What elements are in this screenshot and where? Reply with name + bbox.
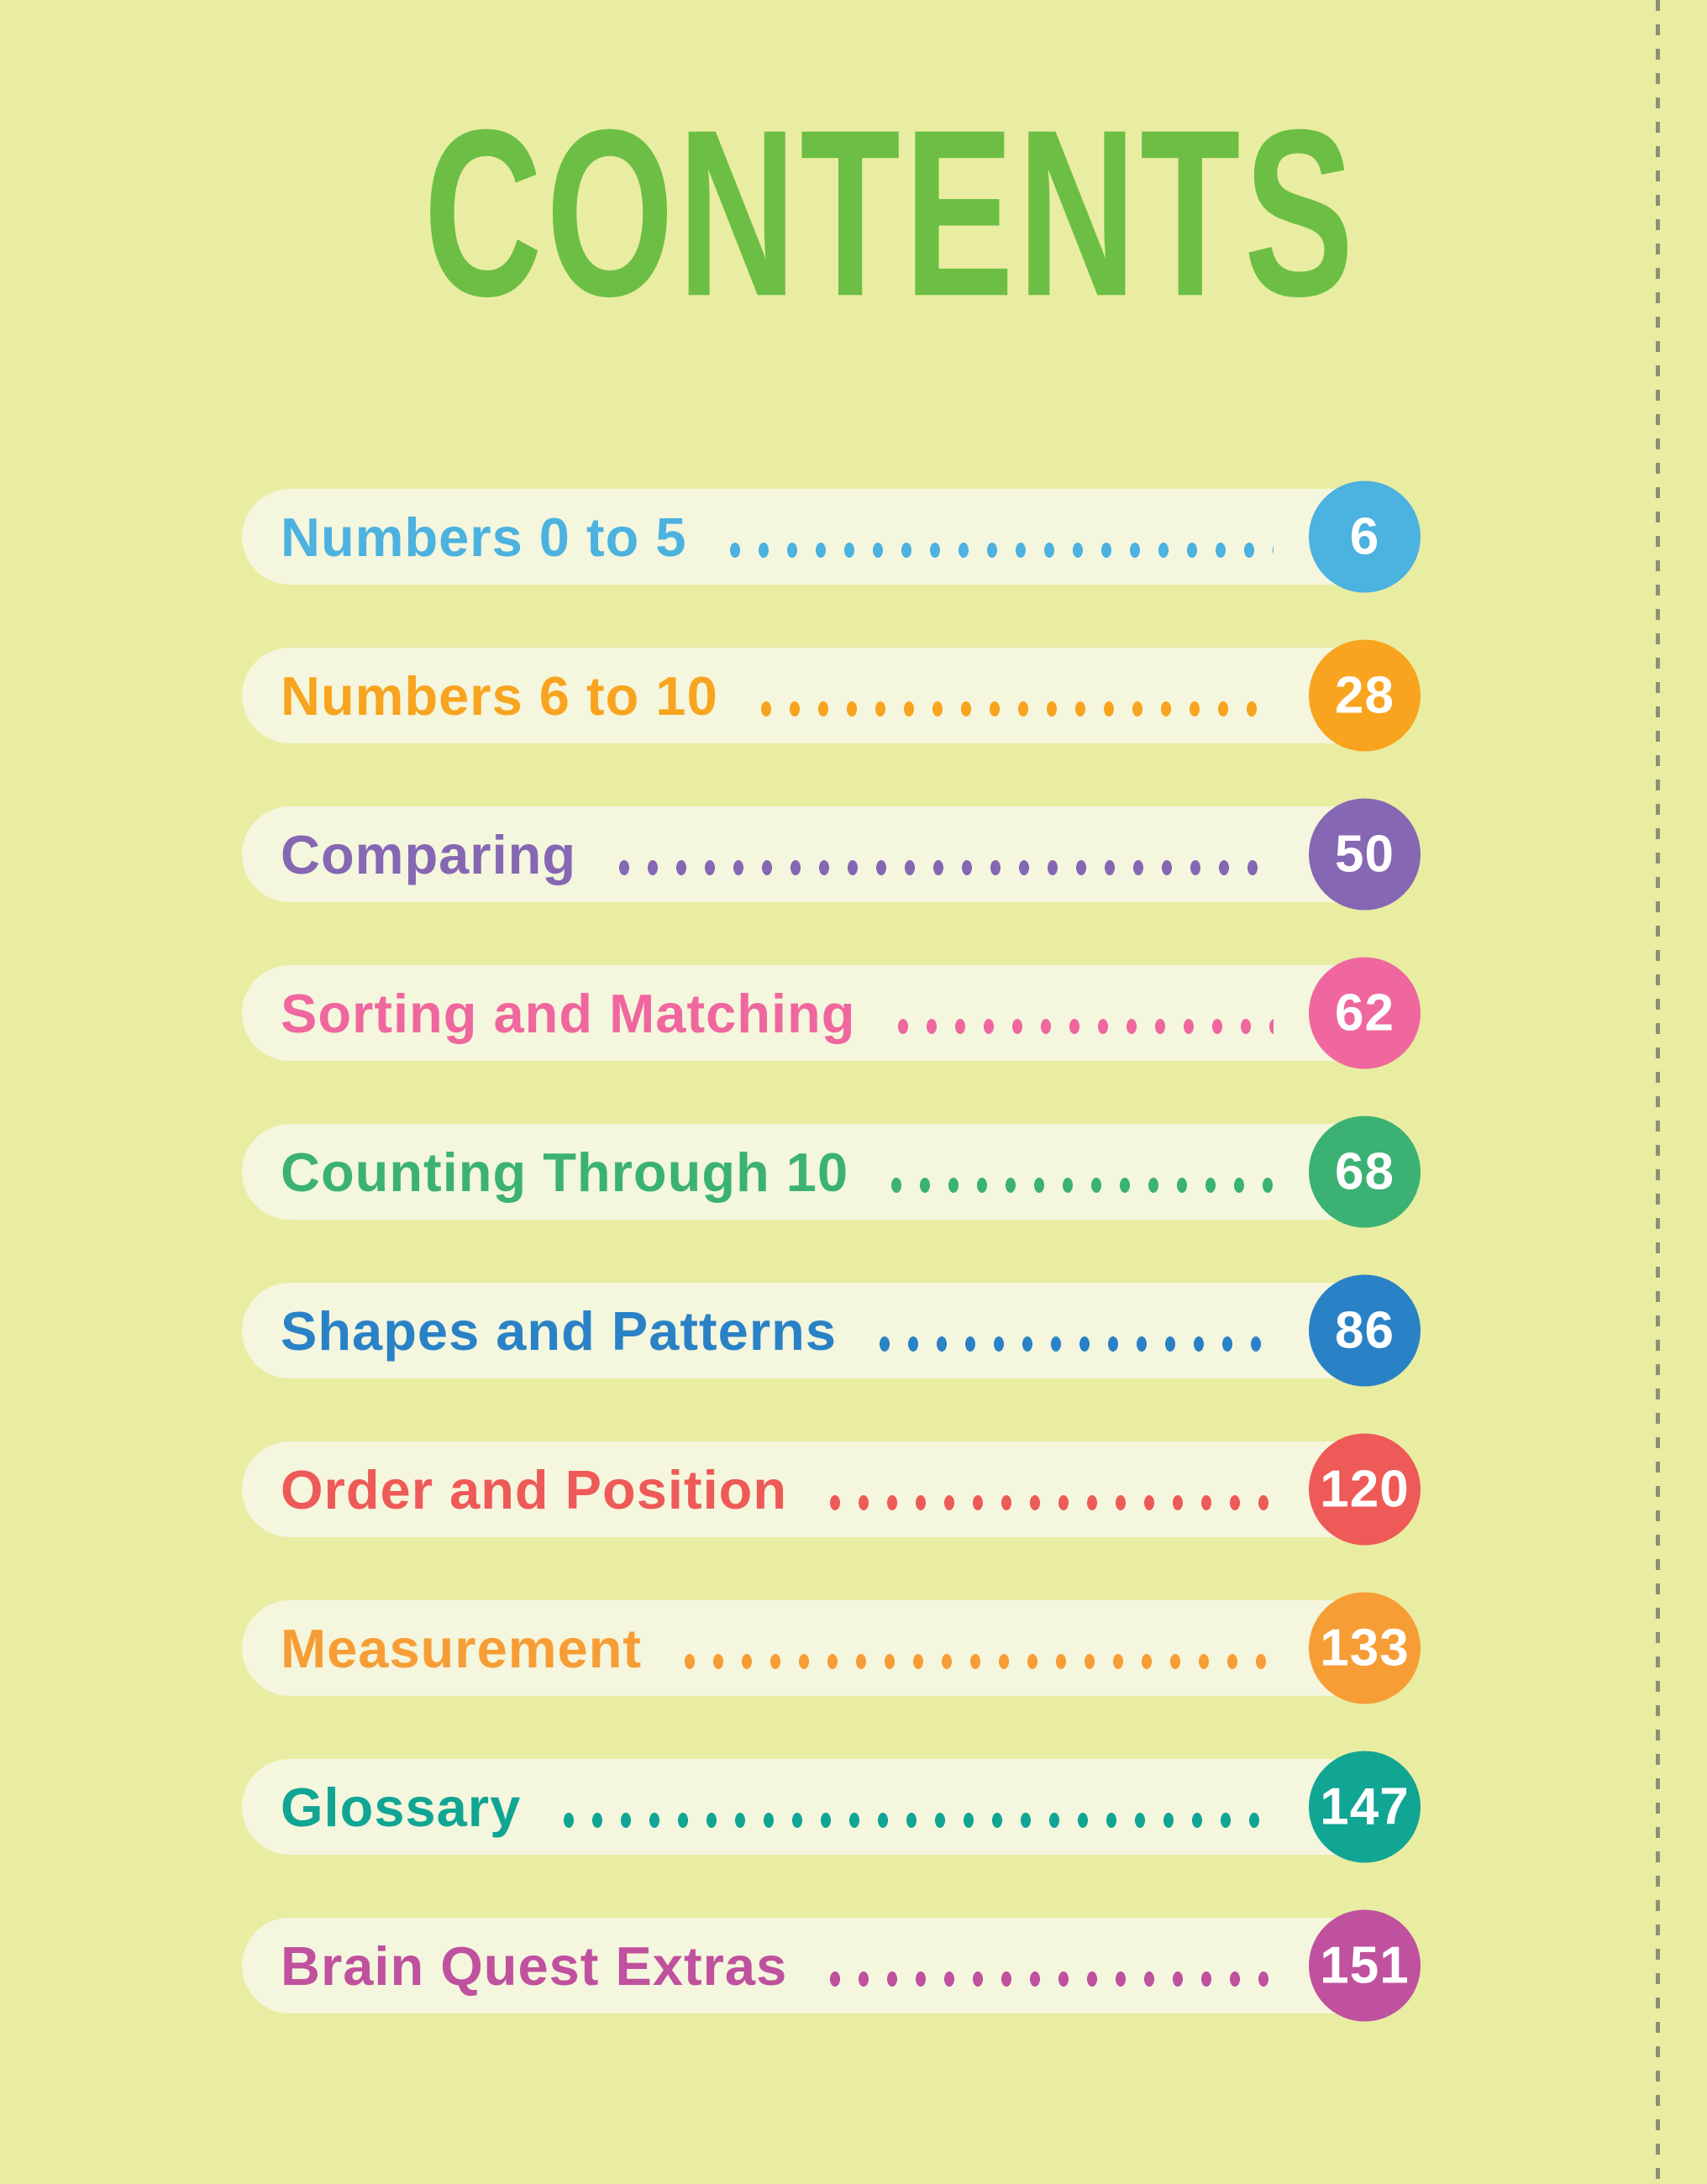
page-number-circle	[1309, 640, 1421, 752]
page-number: 6	[1349, 507, 1380, 566]
page-number: 62	[1335, 984, 1394, 1042]
toc-list	[242, 489, 1418, 2076]
dotted-leader	[721, 541, 1274, 559]
toc-entry-label: Numbers 0 to 5	[281, 506, 687, 568]
page-number-circle	[1309, 1116, 1421, 1228]
dotted-leader	[870, 1335, 1274, 1353]
page-edge-dashed-line	[1656, 0, 1660, 2184]
toc-row	[242, 965, 1418, 1061]
dotted-leader	[554, 1811, 1274, 1830]
page-number-circle	[1309, 799, 1421, 911]
page-number-circle	[1309, 481, 1421, 593]
toc-entry-label: Order and Position	[281, 1458, 788, 1520]
dotted-leader	[752, 700, 1274, 718]
toc-row	[242, 1124, 1418, 1220]
toc-row	[242, 806, 1418, 902]
page-number: 120	[1320, 1460, 1410, 1519]
toc-row	[242, 489, 1418, 585]
page-number-circle	[1309, 958, 1421, 1069]
toc-entry-label: Sorting and Matching	[281, 982, 856, 1044]
toc-entry-label: Numbers 6 to 10	[281, 664, 718, 727]
dotted-leader	[821, 1494, 1274, 1512]
page-title	[242, 80, 1418, 346]
toc-row	[242, 1759, 1418, 1855]
page-number: 133	[1320, 1619, 1410, 1677]
dotted-leader	[675, 1652, 1274, 1671]
page-number-circle	[1309, 1275, 1421, 1387]
page-number-circle	[1309, 1910, 1421, 2022]
dotted-leader	[889, 1017, 1274, 1036]
dotted-leader	[821, 1970, 1274, 1988]
page-number: 151	[1320, 1936, 1410, 1995]
toc-row	[242, 1441, 1418, 1537]
toc-row	[242, 1283, 1418, 1378]
page-number-circle	[1309, 1593, 1421, 1704]
toc-entry-label: Shapes and Patterns	[281, 1299, 837, 1362]
page-number: 28	[1335, 666, 1394, 725]
toc-row	[242, 1600, 1418, 1696]
toc-entry-label: Measurement	[281, 1617, 643, 1679]
page-number: 50	[1335, 825, 1394, 884]
toc-row	[242, 1918, 1418, 2013]
toc-entry-label: Counting Through 10	[281, 1141, 849, 1203]
page-number-circle	[1309, 1434, 1421, 1546]
dotted-leader	[610, 858, 1274, 877]
toc-entry-label: Brain Quest Extras	[281, 1935, 788, 1997]
page-number-circle	[1309, 1751, 1421, 1863]
toc-entry-label: Glossary	[281, 1776, 522, 1838]
toc-entry-label: Comparing	[281, 823, 577, 885]
page-number: 147	[1320, 1777, 1410, 1836]
dotted-leader	[882, 1176, 1274, 1194]
page-title-text: CONTENTS	[423, 80, 1358, 346]
toc-row	[242, 648, 1418, 743]
page-number: 86	[1335, 1301, 1394, 1360]
page-number: 68	[1335, 1142, 1394, 1201]
